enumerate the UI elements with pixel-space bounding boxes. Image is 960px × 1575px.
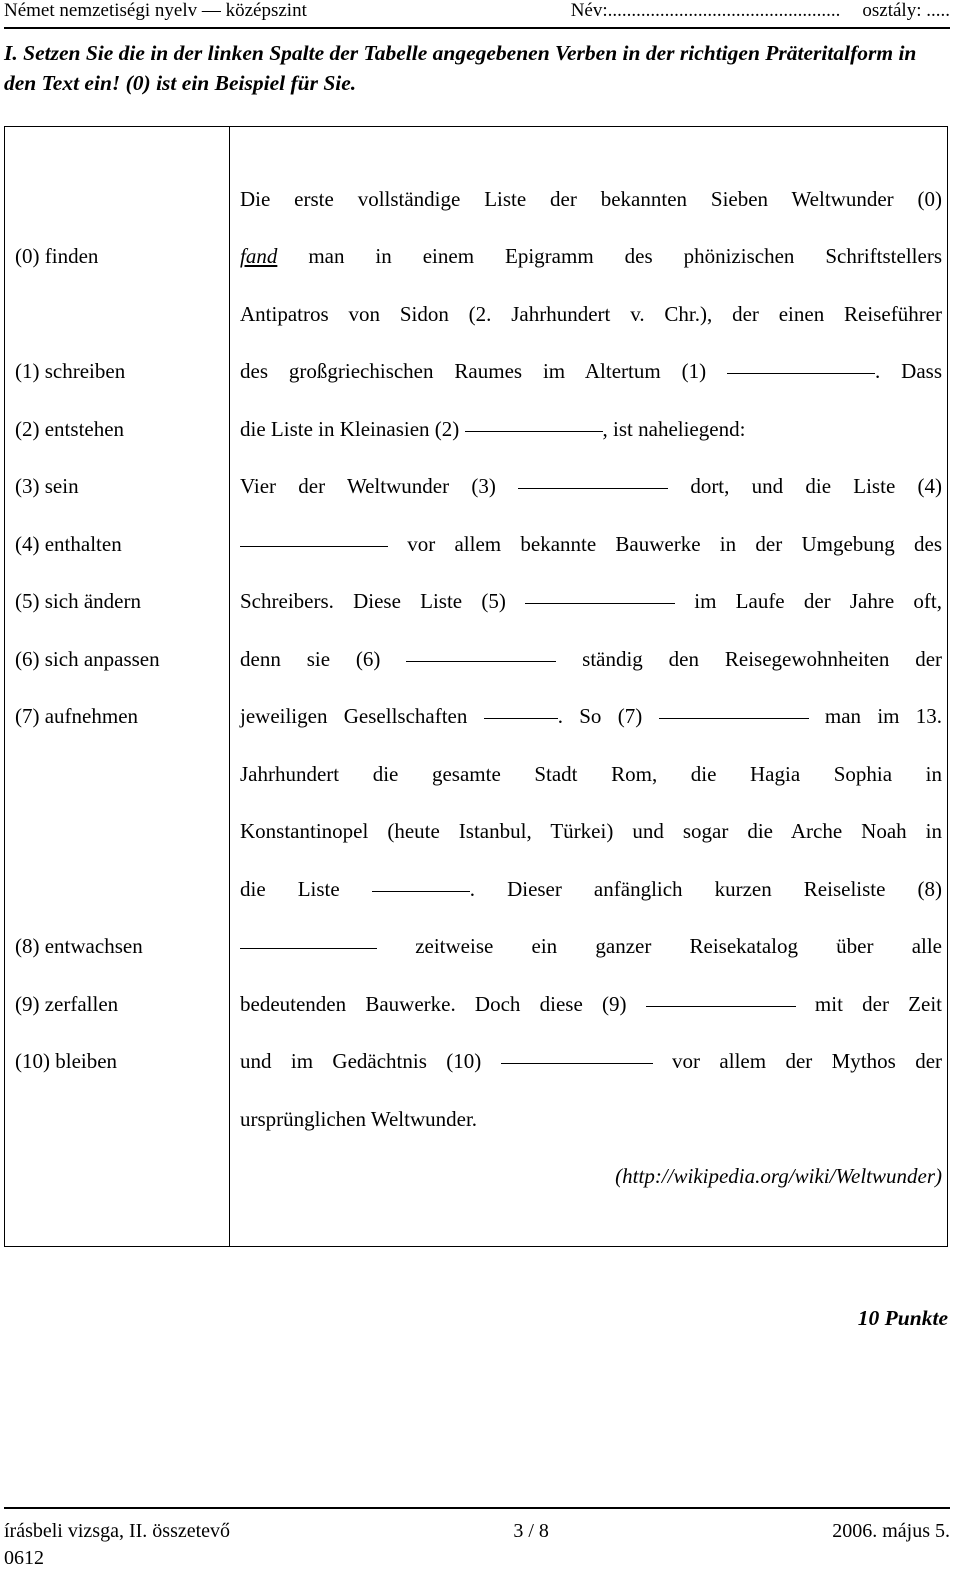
text-line-9: denn sie (6) ständig den Reisegewohnheiten der [240,647,943,671]
text-line-7: vor allem bekannte Bauwerke in der Umgebung des [240,529,942,559]
verb-7: (7) aufnehmen [15,704,139,728]
verb-5: (5) sich ändern [15,589,141,613]
text-line-15: bedeutenden Bauwerke. Doch diese (9) mit der Zeit [240,992,942,1016]
page-header [4,0,950,24]
footer-exam: írásbeli vizsga, II. összetevő [4,1520,231,1542]
text-line-4: des großgriechischen Raumes im Altertum (1) . Dass [240,359,942,383]
verb-6: (6) sich anpassen [15,647,160,671]
text-line-12: Konstantinopel (heute Istanbul, Türkei) und sogar die Arche Noah in [240,819,942,843]
answer-blank-8[interactable] [240,947,377,949]
verb-3: (3) sein [15,474,79,498]
text-line-6: Vier der Weltwunder (3) dort, und die Liste (4) [240,474,942,498]
answer-blank-7a[interactable] [484,717,558,719]
answer-blank-4[interactable] [240,545,388,547]
verb-9: (9) zerfallen [15,992,119,1016]
page-footer [4,1520,950,1543]
text-line-2: fand man in einem Epigramm des phönizischen Schriftstellers [240,244,942,268]
verb-4: (4) enthalten [15,532,122,556]
source-citation: (http://wikipedia.org/wiki/Weltwunder) [615,1164,942,1188]
answer-blank-10[interactable] [501,1062,653,1064]
exercise-table [4,126,948,1247]
answer-blank-3[interactable] [518,487,668,489]
footer-date: 2006. május 5. [832,1520,950,1542]
answer-blank-1[interactable] [727,372,875,374]
verb-10: (10) bleiben [15,1049,118,1073]
answer-blank-9[interactable] [646,1005,796,1007]
text-line-3: Antipatros von Sidon (2. Jahrhundert v. Chr.), der einen Reiseführer [240,302,942,326]
header-subject: Német nemzetiségi nyelv — középszint [4,0,307,21]
text-line-14: zeitweise ein ganzer Reisekatalog über alle [240,931,942,961]
verb-0: (0) finden [15,244,99,268]
header-divider [4,27,950,29]
verb-2: (2) entstehen [15,417,125,441]
header-class-field: osztály: ..... [862,0,950,21]
text-line-17: ursprünglichen Weltwunder. [240,1107,478,1131]
header-name-field: Név:................................................. [570,0,841,21]
verb-8: (8) entwachsen [15,934,143,958]
text-line-16: und im Gedächtnis (10) vor allem der Mythos der [240,1049,943,1073]
text-line-1: Die erste vollständige Liste der bekannten Sieben Weltwunder (0) [240,187,942,211]
text-line-8: Schreibers. Diese Liste (5) im Laufe der Jahre oft, [240,589,942,613]
task-instruction: I. Setzen Sie die in der linken Spalte der Tabelle angegebenen Verben in der richtigen Präteritalform in den Text ein! (0) ist ein Beispiel für Sie. [4,41,917,95]
answer-blank-2[interactable] [465,430,603,432]
footer-code: 0612 [4,1547,44,1569]
answer-blank-7c[interactable] [372,890,470,892]
text-line-5: die Liste in Kleinasien (2) , ist naheliegend: [240,417,746,441]
answer-blank-6[interactable] [406,660,556,662]
column-divider [229,127,230,1246]
text-line-13: die Liste . Dieser anfänglich kurzen Reiseliste (8) [240,877,942,901]
example-answer: fand [240,244,278,268]
header-right [571,0,950,22]
footer-divider [4,1507,950,1509]
answer-blank-5[interactable] [525,602,675,604]
answer-blank-7b[interactable] [659,717,809,719]
text-line-10: jeweiligen Gesellschaften . So (7) man im 13. [240,704,943,728]
footer-page-number: 3 / 8 [513,1520,549,1542]
verb-1: (1) schreiben [15,359,126,383]
text-line-11: Jahrhundert die gesamte Stadt Rom, die Hagia Sophia in [240,762,942,786]
points-label: 10 Punkte [857,1306,948,1330]
